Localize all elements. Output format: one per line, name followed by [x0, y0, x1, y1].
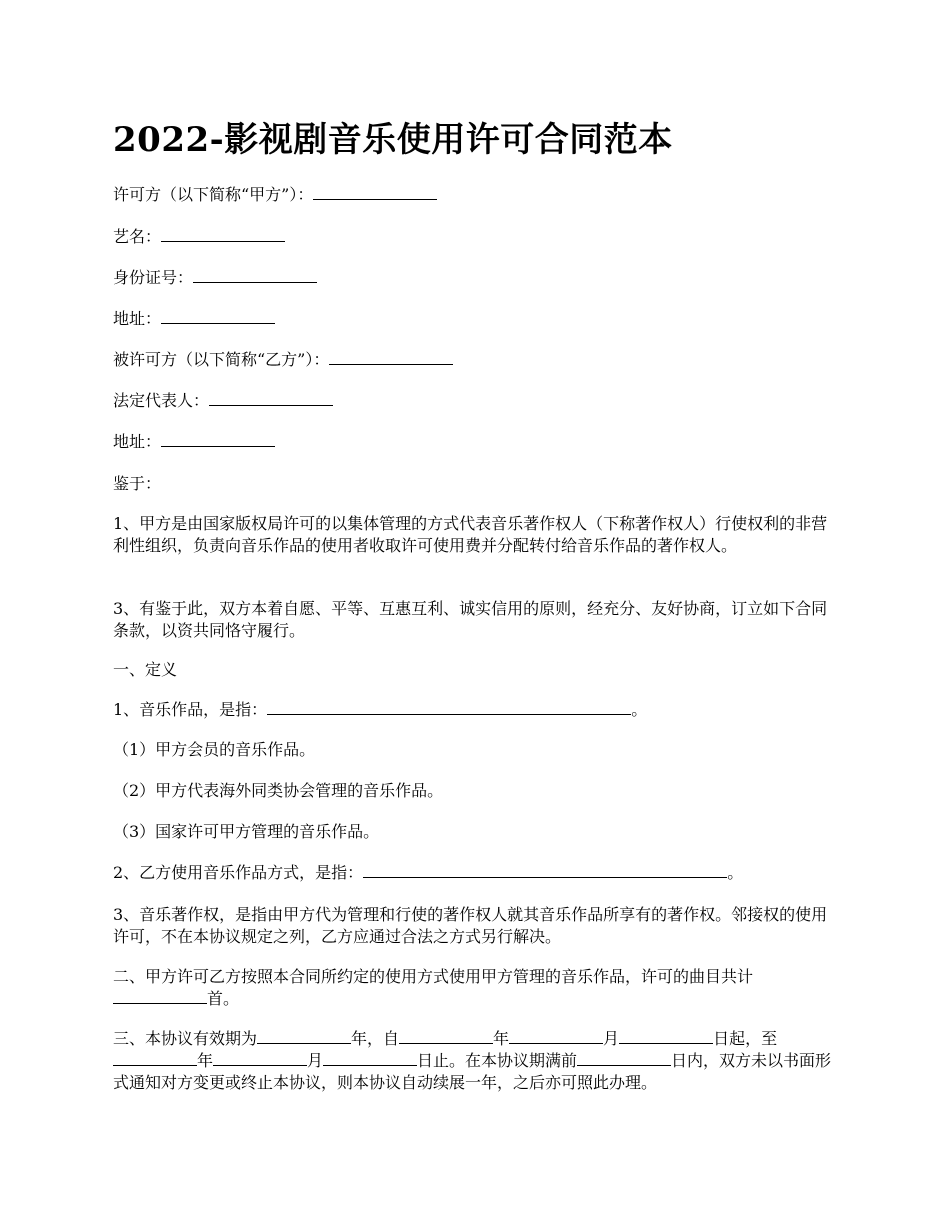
licensor-address-line	[113, 308, 838, 330]
definition-1	[113, 699, 838, 721]
clause-2-suffix: 首。	[207, 989, 240, 1008]
definition-sub-3: （3）国家许可甲方管理的音乐作品。	[113, 822, 380, 841]
clause-3-text: 日内，双方未以书面形式通知对方变更或终止本协议，则本协议自动续展一年，之后亦可照此办理。	[113, 1051, 832, 1092]
legal-rep-blank	[209, 390, 333, 406]
address-label: 地址：	[113, 432, 162, 451]
end-year-blank	[113, 1050, 197, 1066]
definition-1-blank	[267, 699, 631, 715]
notice-days-blank	[577, 1050, 671, 1066]
id-number-line	[113, 267, 838, 289]
licensee-address-blank	[161, 431, 275, 447]
clause-3-text: 日起，至	[713, 1029, 778, 1048]
definition-1-label: 1、音乐作品，是指：	[113, 700, 268, 719]
legal-rep-line	[113, 390, 838, 412]
start-month-blank	[509, 1028, 603, 1044]
definition-3: 3、音乐著作权，是指由甲方代为管理和行使的著作权人就其音乐作品所享有的著作权。邻接权的使用许可，不在本协议规定之列，乙方应通过合法之方式另行解决。	[113, 905, 828, 946]
stage-name-label: 艺名：	[113, 227, 162, 246]
term-years-blank	[257, 1028, 351, 1044]
clause-2	[113, 966, 838, 1010]
song-count-blank	[113, 988, 207, 1004]
licensor-address-blank	[161, 308, 275, 324]
clause-3-text: 年，自	[351, 1029, 400, 1048]
clause-2-text: 二、甲方许可乙方按照本合同所约定的使用方式使用甲方管理的音乐作品，许可的曲目共计	[113, 967, 754, 986]
clause-3-text: 月	[307, 1051, 324, 1070]
id-number-label: 身份证号：	[113, 268, 194, 287]
end-month-blank	[213, 1050, 307, 1066]
licensor-label: 许可方（以下简称“甲方”）：	[113, 185, 314, 204]
document-title: 2022-影视剧音乐使用许可合同范本	[113, 120, 673, 160]
stage-name-blank	[161, 226, 285, 242]
clause-3-text: 日止。在本协议期满前	[417, 1051, 578, 1070]
definition-2-period: 。	[727, 863, 744, 882]
licensee-label: 被许可方（以下简称“乙方”）：	[113, 350, 330, 369]
clause-3	[113, 1028, 838, 1094]
id-number-blank	[193, 267, 317, 283]
whereas-item-3: 3、有鉴于此，双方本着自愿、平等、互惠互利、诚实信用的原则，经充分、友好协商，订立如下合同条款，以资共同恪守履行。	[113, 599, 828, 640]
clause-3-text: 年	[493, 1029, 510, 1048]
clause-3-text: 月	[603, 1029, 620, 1048]
licensor-line	[113, 184, 838, 206]
licensee-blank	[329, 349, 453, 365]
definition-sub-1: （1）甲方会员的音乐作品。	[113, 740, 316, 759]
clause-3-text: 三、本协议有效期为	[113, 1029, 258, 1048]
definition-2-blank	[363, 862, 727, 878]
definition-sub-2: （2）甲方代表海外同类协会管理的音乐作品。	[113, 781, 444, 800]
licensee-line	[113, 349, 838, 371]
legal-rep-label: 法定代表人：	[113, 391, 210, 410]
start-day-blank	[619, 1028, 713, 1044]
definition-2	[113, 862, 838, 884]
address-label: 地址：	[113, 309, 162, 328]
definition-2-label: 2、乙方使用音乐作品方式，是指：	[113, 863, 364, 882]
whereas-item-1: 1、甲方是由国家版权局许可的以集体管理的方式代表音乐著作权人（下称著作权人）行使权利的非营利性组织，负责向音乐作品的使用者收取许可使用费并分配转付给音乐作品的著作权人。	[113, 514, 828, 555]
start-year-blank	[399, 1028, 493, 1044]
whereas-heading: 鉴于：	[113, 474, 162, 493]
definitions-heading: 一、定义	[113, 660, 178, 679]
stage-name-line	[113, 226, 838, 248]
clause-3-text: 年	[197, 1051, 214, 1070]
licensor-blank	[313, 184, 437, 200]
licensee-address-line	[113, 431, 838, 453]
definition-1-period: 。	[631, 700, 648, 719]
end-day-blank	[323, 1050, 417, 1066]
